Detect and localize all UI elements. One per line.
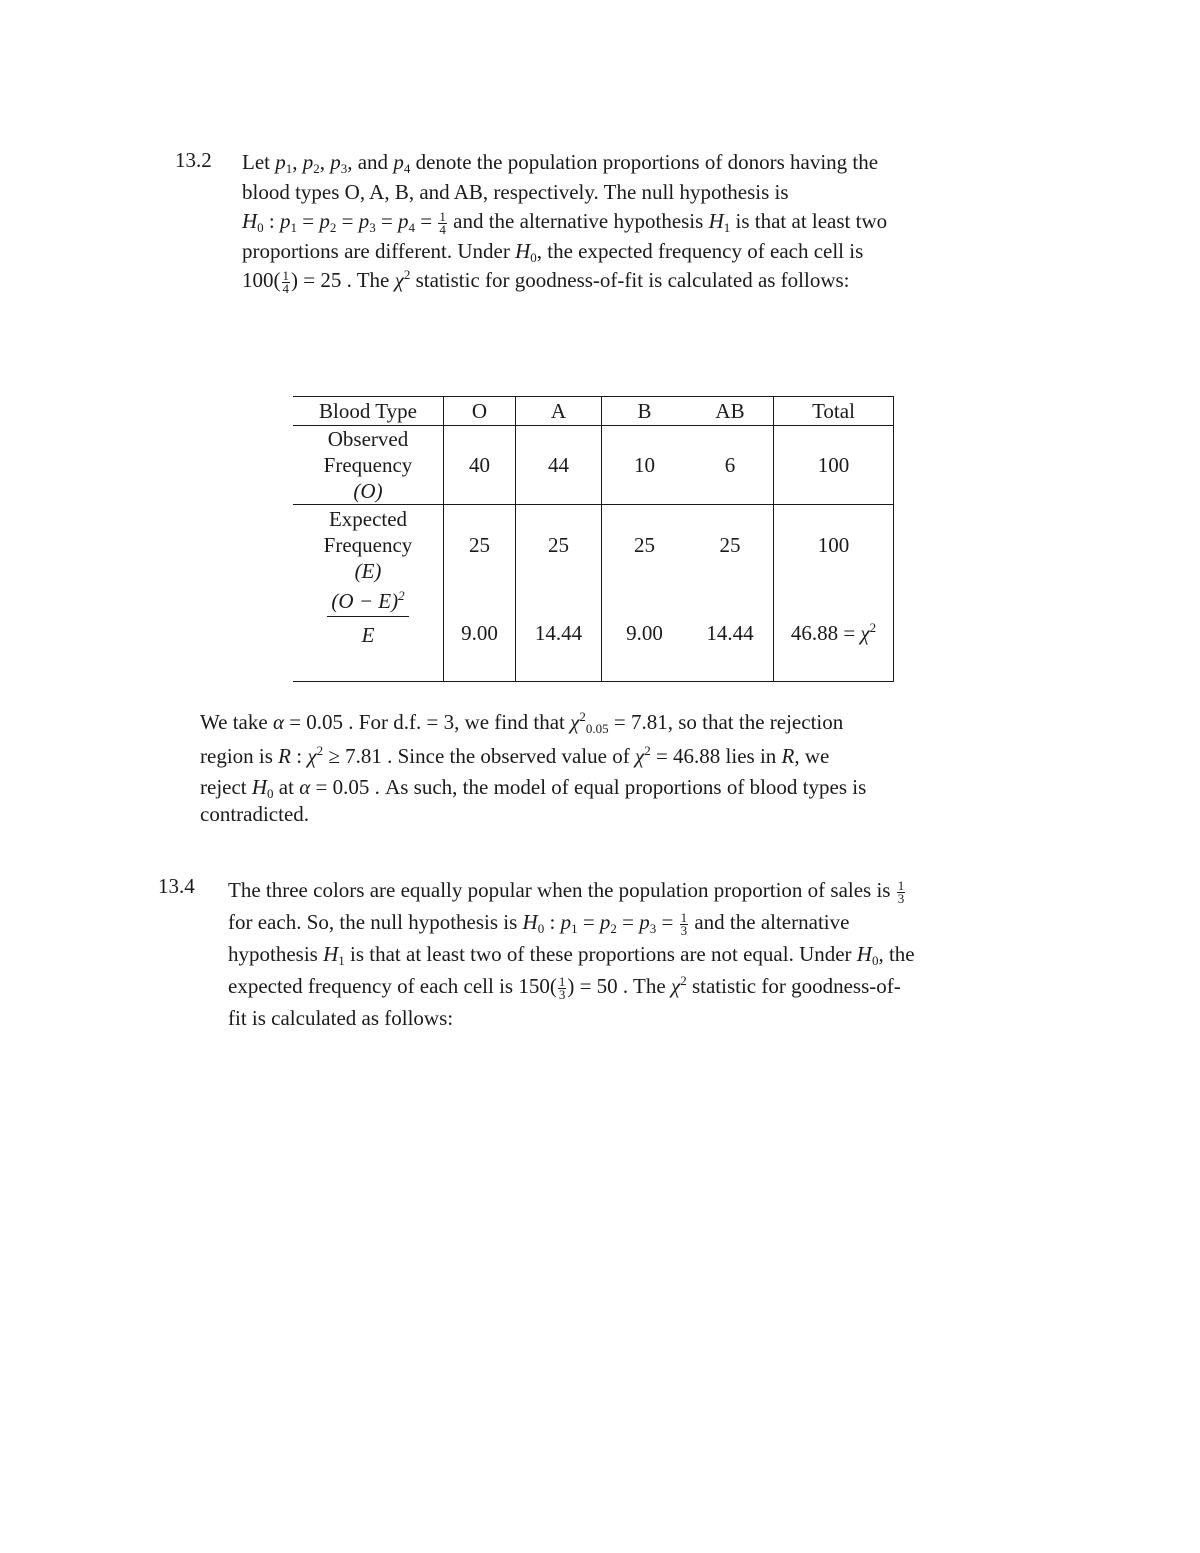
text-line: proportions are different. Under $H_0$, the expected frequency of each cell is: [242, 238, 864, 265]
fraction-one-quarter: $\frac{1}{4}$: [439, 208, 446, 237]
table-cell: 25: [719, 532, 741, 557]
table-cell: 100: [774, 505, 894, 586]
fraction-one-third: $\frac{1}{3}$: [680, 909, 688, 938]
conclusion-13-2: [200, 705, 866, 826]
problem-number: 13.2: [175, 148, 212, 172]
table-cell: 100: [774, 426, 894, 505]
text-line: Let $p_1$, $p_2$, $p_3$, and $p_4$ denote the population proportions of donors having the: [242, 150, 879, 176]
table-row: [293, 426, 894, 505]
text-line: blood types O, A, B, and AB, respectively. The null hypothesis is: [242, 179, 789, 204]
header-cell: AB: [687, 397, 774, 426]
table-cell: 9.00: [444, 585, 516, 682]
text-line: reject $H_0$ at α = 0.05 . As such, the model of equal proportions of blood types is: [200, 775, 867, 801]
row-label-expected: Expected Frequency (E): [323, 507, 413, 583]
fraction-one-third: $\frac{1}{3}$: [558, 973, 566, 1002]
text-line: fit is calculated as follows:: [228, 1006, 454, 1030]
table-cell: 14.44: [687, 585, 774, 682]
problem-number: 13.4: [158, 874, 195, 898]
table-cell: 44: [516, 426, 602, 505]
fraction-one-third: $\frac{1}{3}$: [897, 877, 905, 906]
text-line: The three colors are equally popular when the population proportion of sales is $\frac{1}{3}$: [228, 877, 905, 906]
header-cell: O: [444, 397, 516, 426]
text-line: 100( $\frac{1}{4}$ ) = 25 . The $\chi^2$ statistic for goodness-of-fit is calculated as follows:: [242, 267, 850, 296]
table-header-row: [293, 397, 894, 426]
table-cell: 10: [602, 426, 688, 505]
blood-type-table: [293, 396, 894, 682]
fraction-one-quarter: $\frac{1}{4}$: [282, 267, 289, 296]
table-cell: 9.00: [602, 585, 688, 682]
row-label-observed: Observed Frequency (O): [293, 426, 444, 505]
text-line: hypothesis $H_1$ is that at least two of these proportions are not equal. Under $H_0$, the: [228, 942, 915, 968]
text-line: $H_0$ : $p_1 = p_2 = p_3 = p_4$ = $\frac{1}{4}$ and the alternative hypothesis $H_1$ is that at least two: [242, 208, 888, 237]
text-line: expected frequency of each cell is 150( $\frac{1}{3}$ ) = 50 . The $\chi^2$ statistic for goodness-of-: [228, 973, 901, 1002]
problem-text: [228, 874, 915, 1034]
table-cell: 25: [444, 505, 516, 586]
table-row: [293, 505, 894, 586]
header-cell: A: [516, 397, 602, 426]
table-row: [293, 585, 894, 682]
table-cell: 6: [687, 426, 774, 505]
header-cell: Blood Type: [293, 397, 444, 426]
text-line: for each. So, the null hypothesis is $H_0$ : $p_1 = p_2 = p_3$ = $\frac{1}{3}$ and the alternative: [228, 909, 850, 938]
text-line: contradicted.: [200, 802, 310, 826]
table-cell-chi-total: $46.88 = \chi^2$: [774, 585, 894, 682]
header-cell: Total: [774, 397, 894, 426]
table-cell: 14.44: [516, 585, 602, 682]
row-label-chi-component: $\frac{(O - E)^2}{E}$: [293, 585, 444, 682]
text-line: We take α = 0.05 . For d.f. = 3, we find that $\chi^2_{0.05} = 7.81$, so that the rejection: [200, 709, 844, 736]
table-cell: 40: [444, 426, 516, 505]
problem-text: [242, 148, 887, 296]
table-cell: 25: [516, 505, 602, 586]
text-line: region is R : $\chi^2 \ge 7.81$ . Since the observed value of $\chi^2 = 46.88$ lies in R, we: [200, 743, 830, 768]
table-cell: 25: [602, 505, 688, 586]
header-cell: B: [602, 397, 688, 426]
